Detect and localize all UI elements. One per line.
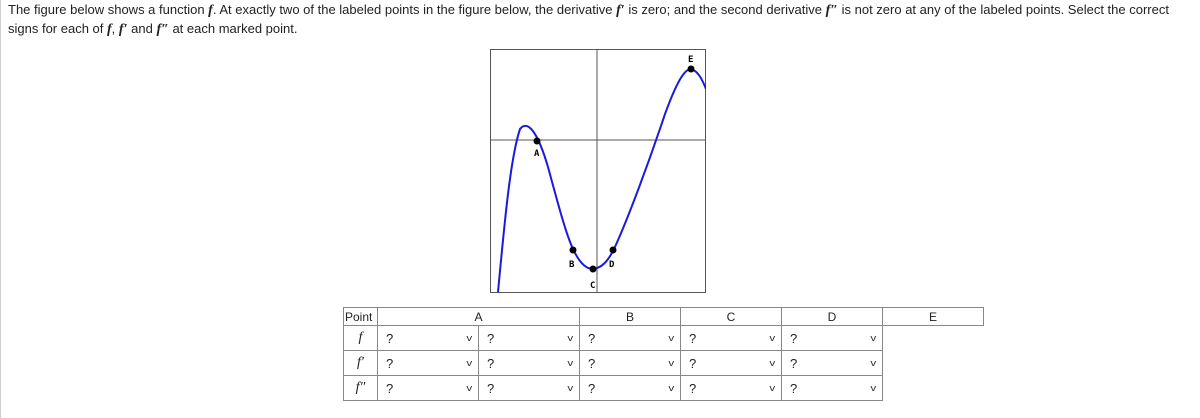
chevron-down-icon: v: [566, 383, 573, 393]
select-f-a[interactable]: [378, 326, 478, 350]
cell-fp-a: [378, 351, 479, 376]
chevron-down-icon: v: [768, 333, 775, 343]
cell-f-a: [378, 326, 479, 351]
chevron-down-icon: v: [869, 358, 876, 368]
select-value: ?: [790, 355, 798, 371]
select-fp-a[interactable]: [378, 351, 478, 375]
question-segment: and: [127, 21, 157, 36]
chevron-down-icon: v: [869, 383, 876, 393]
row-label-f-double-prime: f″: [344, 376, 378, 401]
cell-fp-c: [580, 351, 681, 376]
column-header-e: E: [883, 308, 984, 326]
select-f-b[interactable]: [479, 326, 579, 350]
select-value: ?: [588, 355, 596, 371]
column-header-c: C: [681, 308, 782, 326]
cell-f-c: [580, 326, 681, 351]
chevron-down-icon: v: [667, 358, 674, 368]
point-c-marker: [590, 266, 597, 273]
select-value: ?: [790, 330, 798, 346]
cell-f-d: [681, 326, 782, 351]
select-value: ?: [487, 355, 495, 371]
cell-fp-d: [681, 351, 782, 376]
point-b-marker: [570, 247, 577, 254]
point-e-marker: [688, 66, 695, 73]
select-value: ?: [689, 330, 697, 346]
chevron-down-icon: v: [667, 383, 674, 393]
point-d-marker: [610, 247, 617, 254]
select-fpp-c[interactable]: [580, 376, 680, 400]
column-header-a: A: [378, 308, 580, 326]
select-f-c[interactable]: [580, 326, 680, 350]
select-fpp-a[interactable]: [378, 376, 478, 400]
point-b-label: B: [569, 260, 575, 270]
question-segment: is not zero at any of the labeled points. Select the correct signs for each of: [8, 2, 1169, 36]
select-value: ?: [487, 380, 495, 396]
chevron-down-icon: v: [465, 383, 472, 393]
select-value: ?: [689, 380, 697, 396]
select-value: ?: [386, 380, 394, 396]
select-fpp-b[interactable]: [479, 376, 579, 400]
select-fp-b[interactable]: [479, 351, 579, 375]
question-segment: at each marked point.: [168, 21, 298, 36]
select-f-d[interactable]: [681, 326, 781, 350]
math-f-prime: f′: [118, 22, 128, 37]
chevron-down-icon: v: [768, 358, 775, 368]
select-value: ?: [790, 380, 798, 396]
cell-fpp-c: [580, 376, 681, 401]
cell-f-b: [479, 326, 580, 351]
point-d-label: D: [609, 260, 615, 270]
question-segment: ,: [111, 21, 119, 36]
point-c-label: C: [590, 281, 596, 291]
chevron-down-icon: v: [768, 383, 775, 393]
question-segment: . At exactly two of the labeled points in the figure below, the derivative: [212, 2, 617, 17]
point-a-label: A: [534, 149, 540, 159]
chevron-down-icon: v: [869, 333, 876, 343]
select-value: ?: [588, 330, 596, 346]
select-f-e[interactable]: [782, 326, 882, 350]
cell-fp-b: [479, 351, 580, 376]
select-value: ?: [487, 330, 495, 346]
select-fp-c[interactable]: [580, 351, 680, 375]
select-fpp-d[interactable]: [681, 376, 781, 400]
select-value: ?: [386, 330, 394, 346]
table-corner-label: Point: [344, 308, 378, 326]
select-fpp-e[interactable]: [782, 376, 882, 400]
chevron-down-icon: v: [566, 333, 573, 343]
select-fp-e[interactable]: [782, 351, 882, 375]
math-f: f: [208, 3, 213, 18]
chevron-down-icon: v: [566, 358, 573, 368]
cell-f-e: [782, 326, 883, 351]
table-row-f: [344, 326, 984, 351]
point-a-marker: [534, 138, 541, 145]
graph-frame: [491, 50, 706, 293]
point-e-label: E: [688, 55, 694, 65]
cell-fpp-d: [681, 376, 782, 401]
column-header-d: D: [782, 308, 883, 326]
row-label-f: f: [344, 326, 378, 351]
select-value: ?: [588, 380, 596, 396]
select-fp-d[interactable]: [681, 351, 781, 375]
select-value: ?: [386, 355, 394, 371]
question-segment: The figure below shows a function: [8, 2, 209, 17]
chevron-down-icon: v: [465, 358, 472, 368]
cell-fpp-a: [378, 376, 479, 401]
row-label-f-prime: f′: [344, 351, 378, 376]
sign-table: [343, 307, 984, 401]
left-border: [0, 0, 1, 418]
column-header-b: B: [580, 308, 681, 326]
table-header-row: [344, 308, 984, 326]
question-segment: is zero; and the second derivative: [624, 2, 826, 17]
cell-fpp-e: [782, 376, 883, 401]
table-row-f-prime: [344, 351, 984, 376]
cell-fpp-b: [479, 376, 580, 401]
math-f-prime: f′: [616, 3, 625, 18]
question-text: [8, 1, 1198, 39]
chevron-down-icon: v: [465, 333, 472, 343]
chevron-down-icon: v: [667, 333, 674, 343]
math-f-double-prime: f″: [156, 22, 169, 37]
table-row-f-double-prime: [344, 376, 984, 401]
math-f: f: [107, 22, 112, 37]
cell-fp-e: [782, 351, 883, 376]
math-f-double-prime: f″: [825, 3, 838, 18]
function-graph: [490, 49, 706, 293]
select-value: ?: [689, 355, 697, 371]
